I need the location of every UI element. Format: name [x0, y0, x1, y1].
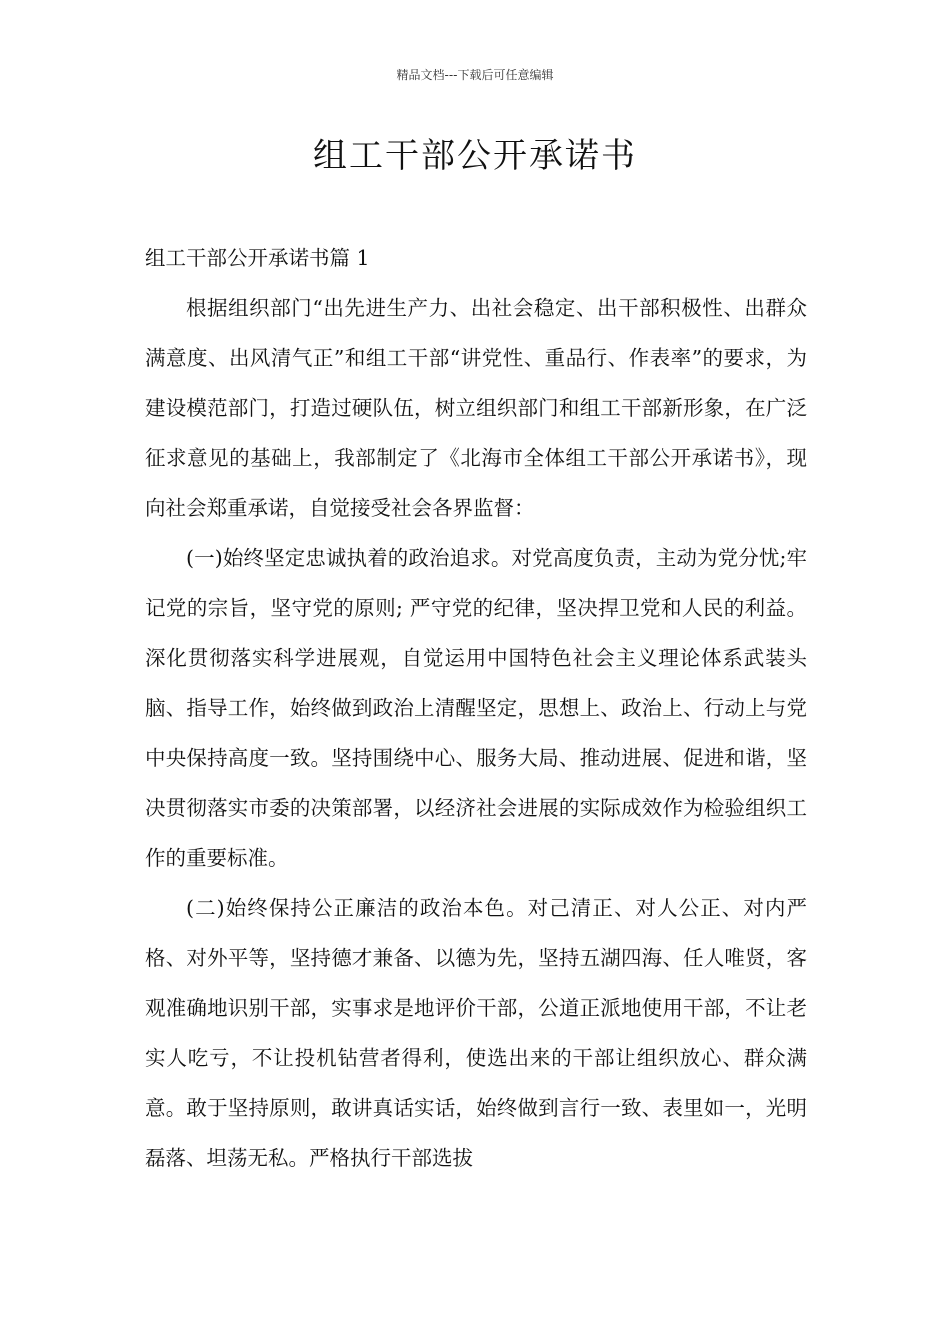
paragraph-intro: 根据组织部门“出先进生产力、出社会稳定、出干部积极性、出群众满意度、出风清气正”和组工干部“讲党性、重品行、作表率”的要求，为建设模范部门，打造过硬队伍，树立组织部门和组工干部新形象，在广泛征求意见的基础上，我部制定了《北海市全体组工干部公开承诺书》，现向社会郑重承诺，自觉接受社会各界监督：: [145, 296, 807, 520]
paragraph-item-2: (二)始终保持公正廉洁的政治本色。对己清正、对人公正、对内严格、对外平等，坚持德才兼备、以德为先，坚持五湖四海、任人唯贤，客观准确地识别干部，实事求是地评价干部，公道正派地使用干部，不让老实人吃亏，不让投机钻营者得利，使选出来的干部让组织放心、群众满意。敢于坚持原则，敢讲真话实话，始终做到言行一致、表里如一，光明磊落、坦荡无私。严格执行干部选拔: [145, 896, 807, 1170]
document-title: 组工干部公开承诺书: [313, 136, 637, 176]
paragraph-item-1: (一)始终坚定忠诚执着的政治追求。对党高度负责，主动为党分忧;牢记党的宗旨，坚守党的原则; 严守党的纪律，坚决捍卫党和人民的利益。深化贯彻落实科学进展观，自觉运用中国特色社会主义理论体系武装头脑、指导工作，始终做到政治上清醒坚定，思想上、政治上、行动上与党中央保持高度一致。坚持围绕中心、服务大局、推动进展、促进和谐，坚决贯彻落实市委的决策部署，以经济社会进展的实际成效作为检验组织工作的重要标准。: [145, 546, 807, 870]
document-body: [145, 233, 807, 1183]
section-heading: 组工干部公开承诺书篇 1: [145, 246, 370, 270]
page-header-note: 精品文档---下载后可任意编辑: [396, 68, 554, 82]
